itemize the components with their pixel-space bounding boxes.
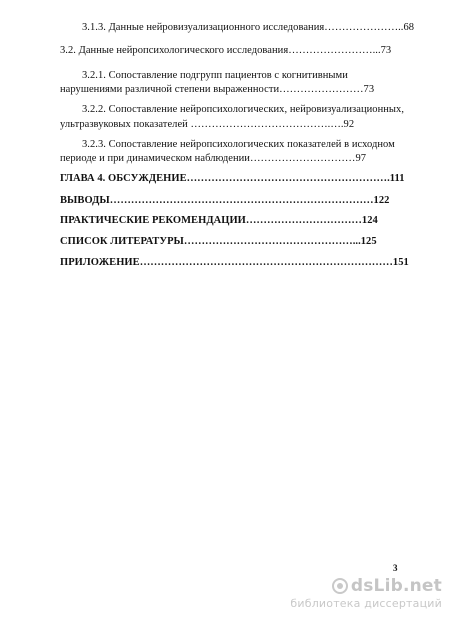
toc-entry-3-2-2-line1: 3.2.2. Сопоставление нейропсихологических, нейровизуализационных, <box>82 104 405 115</box>
toc-entry-conclusions: ВЫВОДЫ…………………………………………………………………122 <box>60 195 390 206</box>
watermark-subtitle: библиотека диссертаций <box>290 597 442 610</box>
page-number: 3 <box>393 563 398 573</box>
toc-entry-3-1-3: 3.1.3. Данные нейровизуализационного исследования…………………..68 <box>82 22 415 33</box>
toc-entry-chapter-4: ГЛАВА 4. ОБСУЖДЕНИЕ………………………………………………….111 <box>60 173 405 184</box>
watermark <box>290 576 442 610</box>
toc-entry-recommendations: ПРАКТИЧЕСКИЕ РЕКОМЕНДАЦИИ……………………………124 <box>60 215 378 226</box>
watermark-brand: dsLib.net <box>350 576 442 596</box>
dslib-logo-icon <box>332 578 348 594</box>
toc-entry-3-2-3-line2: периоде и при динамическом наблюдении…………………………97 <box>60 153 367 164</box>
toc-entry-3-2-1-line1: 3.2.1. Сопоставление подгрупп пациентов с когнитивными <box>82 70 348 81</box>
toc-entry-3-2-2-line2: ультразвуковых показателей ………………………………….….92 <box>60 119 355 130</box>
toc-entry-3-2-3-line1: 3.2.3. Сопоставление нейропсихологических показателей в исходном <box>82 139 395 150</box>
toc-entry-3-2-1-line2: нарушениями различной степени выраженности……………………73 <box>60 84 375 95</box>
toc-entry-appendix: ПРИЛОЖЕНИЕ………………………………………………………………151 <box>60 257 409 268</box>
toc-entry-references: СПИСОК ЛИТЕРАТУРЫ…………………………………………...125 <box>60 236 377 247</box>
toc-entry-3-2: 3.2. Данные нейропсихологического исследования……………………...73 <box>60 45 392 56</box>
